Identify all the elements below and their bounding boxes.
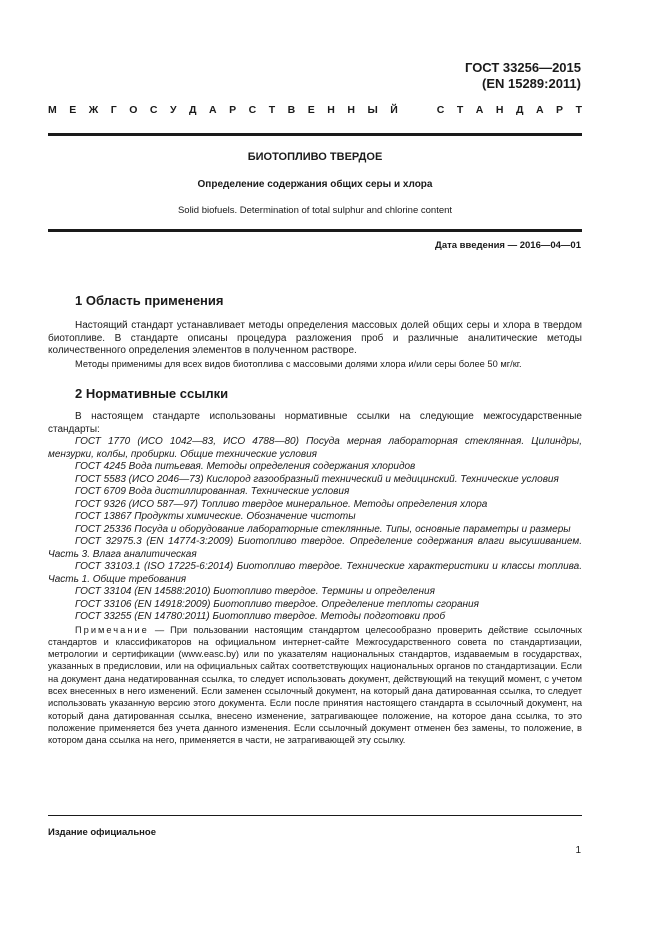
- standard-code-line2: (EN 15289:2011): [481, 76, 581, 91]
- standard-code: [465, 60, 581, 92]
- banner-letter: Т: [575, 104, 582, 116]
- banner-letter: Н: [347, 104, 355, 116]
- page-number: 1: [575, 845, 581, 856]
- reference-item: ГОСТ 33103.1 (ISO 17225-6:2014) Биотопливо твердое. Технические характеристики и классы топлива. Часть 1. Общие требования: [48, 561, 582, 585]
- banner-letter: Е: [69, 104, 77, 116]
- section-2-body: [48, 411, 582, 746]
- banner-letter: А: [535, 104, 544, 116]
- footer-rule: [48, 815, 582, 816]
- banner-letter: С: [149, 104, 158, 116]
- note-text: — При пользовании настоящим стандартом целесообразно проверить действие ссылочных стандартов и классификаторов на официальном интернет-сайте Межгосударственного совета по стандартизации, метрологии и сертификации (www.easc.by) или по указателям национальных стандартов, издаваемым в государствах, указанных в предисловии, или на официальных сайтах соответствующих национальных органов по стандартизации. Если на документ дана недатированная ссылка, то следует использовать документ, действующий на текущий момент, с учетом всех внесенных в него изменений. Если заменен ссылочный документ, на который дана датированная ссылка, то следует использовать указанную версию этого документа. Если после принятия настоящего стандарта в ссылочный документ, на который дана датированная ссылка, внесено изменение, затрагивающее положение, на которое дана ссылка, то это положение применяется без учета данного изменения. Если ссылочный документ отменен без замены, то положение, в котором дана ссылка на него, применяется в части, не затрагивающей эту ссылку.: [48, 624, 582, 746]
- section-1-heading: 1 Область применения: [75, 293, 224, 308]
- banner-letter: С: [436, 104, 445, 116]
- banner-letter: Н: [327, 104, 335, 116]
- reference-item: ГОСТ 32975.3 (EN 14774-3:2009) Биотопливо твердое. Определение содержания влаги высушиванием. Часть 3. Влага аналитическая: [48, 536, 582, 560]
- title-rule: [48, 229, 582, 232]
- banner-letter: Т: [268, 104, 276, 116]
- reference-item: ГОСТ 6709 Вода дистиллированная. Технические условия: [75, 486, 350, 497]
- standard-code-line1: ГОСТ 33256—2015: [465, 60, 581, 75]
- normative-references-list: [48, 436, 582, 624]
- banner-letter: Г: [110, 104, 117, 116]
- banner-letter: Ж: [88, 104, 99, 116]
- banner-letter: В: [287, 104, 296, 116]
- english-title: Solid biofuels. Determination of total sulphur and chlorine content: [177, 205, 453, 216]
- banner-letter: Ы: [367, 104, 378, 116]
- reference-item: ГОСТ 9326 (ИСО 587—97) Топливо твердое минеральное. Методы определения хлора: [75, 498, 488, 510]
- section-2-heading: 2 Нормативные ссылки: [75, 386, 229, 401]
- banner-letter: У: [169, 104, 177, 116]
- section-2-intro: В настоящем стандарте использованы нормативные ссылки на следующие межгосударственные стандарты:: [48, 411, 582, 435]
- interstate-standard-banner: [48, 104, 582, 116]
- references-note: [48, 624, 582, 747]
- header-rule: [48, 133, 582, 136]
- note-label: Примечание: [75, 624, 149, 635]
- section-1-paragraph-1: Настоящий стандарт устанавливает методы определения массовых долей общих серы и хлора в твердом биотопливе. В стандарте описаны процедура разложения проб и различные аналитические методы количественного определения элементов в полученном растворе.: [48, 320, 582, 356]
- banner-letter: А: [209, 104, 217, 116]
- banner-gap: [410, 104, 424, 116]
- reference-item: ГОСТ 13867 Продукты химические. Обозначение чистоты: [75, 511, 356, 522]
- banner-letter: Д: [189, 104, 197, 116]
- banner-letter: Т: [456, 104, 464, 116]
- banner-letter: С: [248, 104, 257, 116]
- banner-letter: Д: [515, 104, 524, 116]
- banner-letter: М: [48, 104, 57, 116]
- official-edition-label: Издание официальное: [48, 827, 156, 838]
- reference-item: ГОСТ 4245 Вода питьевая. Методы определения содержания хлоридов: [75, 461, 416, 472]
- section-1-body: [48, 320, 582, 370]
- banner-letter: Р: [556, 104, 564, 116]
- banner-letter: Й: [390, 104, 398, 116]
- reference-item: ГОСТ 33255 (EN 14780:2011) Биотопливо твердое. Методы подготовки проб: [75, 611, 446, 622]
- reference-item: ГОСТ 33106 (EN 14918:2009) Биотопливо твердое. Определение теплоты сгорания: [75, 598, 479, 610]
- reference-item: ГОСТ 33104 (EN 14588:2010) Биотопливо твердое. Термины и определения: [75, 586, 435, 597]
- introduction-date: Дата введения — 2016—04—01: [435, 240, 581, 251]
- banner-letter: Н: [495, 104, 504, 116]
- banner-letter: Р: [229, 104, 237, 116]
- reference-item: ГОСТ 5583 (ИСО 2046—73) Кислород газообразный технический и медицинский. Технические условия: [75, 473, 559, 485]
- reference-item: ГОСТ 1770 (ИСО 1042—83, ИСО 4788—80) Посуда мерная лабораторная стеклянная. Цилиндры, мензурки, колбы, пробирки. Общие технические условия: [48, 436, 582, 460]
- section-1-paragraph-2: Методы применимы для всех видов биотоплива с массовыми долями хлора и/или серы более 50 мг/кг.: [75, 358, 522, 369]
- reference-item: ГОСТ 25336 Посуда и оборудование лабораторные стеклянные. Типы, основные параметры и размеры: [75, 523, 571, 535]
- document-subtitle: Определение содержания общих серы и хлора: [197, 179, 433, 190]
- banner-letter: О: [129, 104, 138, 116]
- banner-letter: А: [475, 104, 484, 116]
- banner-letter: Е: [307, 104, 315, 116]
- document-title: БИОТОПЛИВО ТВЕРДОЕ: [247, 151, 383, 163]
